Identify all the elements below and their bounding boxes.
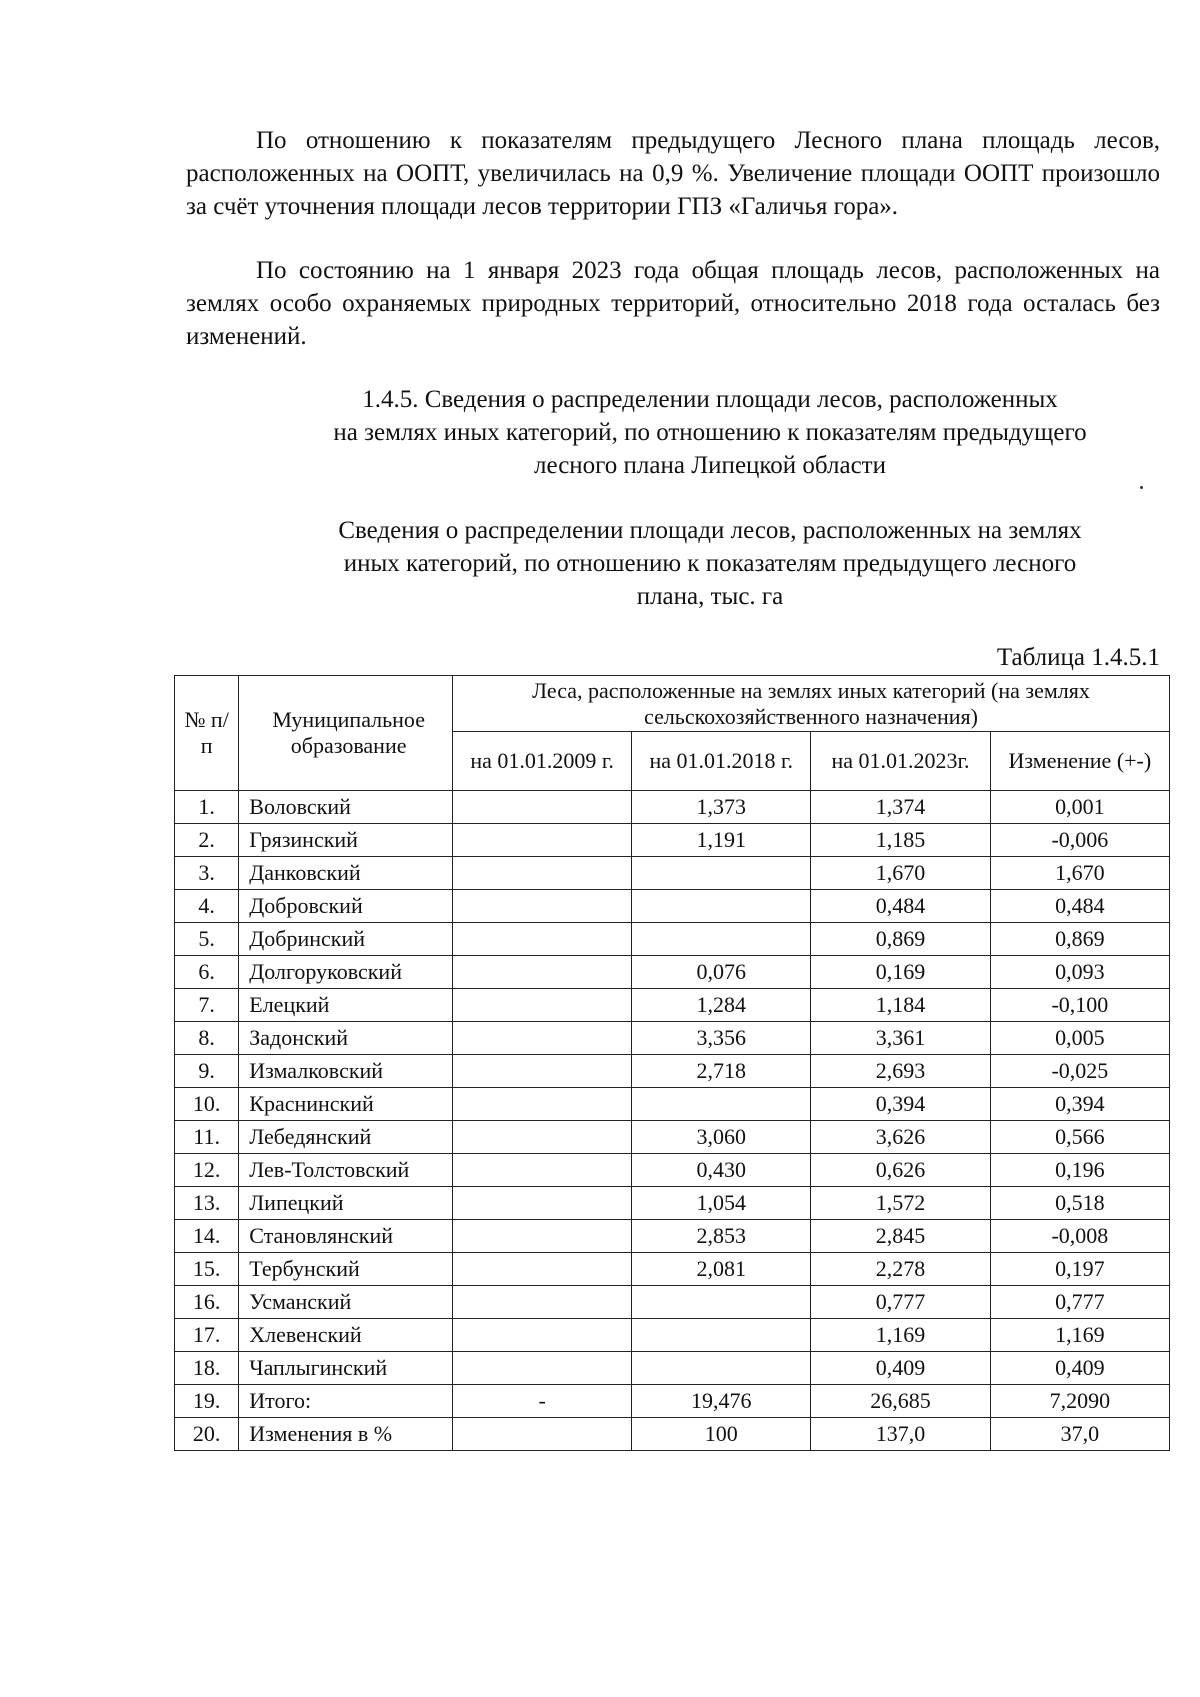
row-2009 [453, 1187, 632, 1220]
row-2018 [632, 923, 811, 956]
row-num: 20. [175, 1418, 239, 1451]
section-title [260, 383, 1160, 482]
row-2023: 26,685 [811, 1385, 990, 1418]
row-2009 [453, 1088, 632, 1121]
row-2023: 137,0 [811, 1418, 990, 1451]
row-2009 [453, 989, 632, 1022]
paragraph-oopt-status [186, 254, 1160, 353]
row-2009 [453, 1253, 632, 1286]
row-change: 0,005 [990, 1022, 1169, 1055]
row-name: Лев-Толстовский [239, 1154, 453, 1187]
row-2009 [453, 956, 632, 989]
row-2023: 1,169 [811, 1319, 990, 1352]
row-2023: 3,626 [811, 1121, 990, 1154]
table-row [175, 1088, 1170, 1121]
row-change: 0,001 [990, 791, 1169, 824]
row-2018: 1,373 [632, 791, 811, 824]
row-num: 3. [175, 857, 239, 890]
row-num: 10. [175, 1088, 239, 1121]
row-2023: 0,484 [811, 890, 990, 923]
table-row [175, 1319, 1170, 1352]
row-num: 18. [175, 1352, 239, 1385]
row-2009 [453, 1418, 632, 1451]
table-row [175, 1187, 1170, 1220]
stray-dot [1140, 486, 1143, 489]
row-num: 2. [175, 824, 239, 857]
row-num: 5. [175, 923, 239, 956]
row-num: 8. [175, 1022, 239, 1055]
row-2009 [453, 791, 632, 824]
row-name: Данковский [239, 857, 453, 890]
header-group [453, 676, 1170, 732]
row-2009 [453, 923, 632, 956]
row-2018 [632, 1319, 811, 1352]
row-2009 [453, 890, 632, 923]
row-2023: 0,169 [811, 956, 990, 989]
row-change: 1,169 [990, 1319, 1169, 1352]
table-row [175, 824, 1170, 857]
table-row [175, 923, 1170, 956]
table-row [175, 1220, 1170, 1253]
row-2023: 2,693 [811, 1055, 990, 1088]
row-2018: 1,054 [632, 1187, 811, 1220]
table-row [175, 857, 1170, 890]
row-name: Задонский [239, 1022, 453, 1055]
paragraph-text: По состоянию на 1 января 2023 года общая площадь лесов, расположенных на землях особо охраняемых природных территорий, относительно 2018 года осталась без изменений. [186, 257, 1160, 350]
table-label: Таблица 1.4.5.1 [996, 644, 1160, 671]
row-name: Липецкий [239, 1187, 453, 1220]
row-num: 16. [175, 1286, 239, 1319]
row-2023: 3,361 [811, 1022, 990, 1055]
table-row [175, 989, 1170, 1022]
row-2009 [453, 1022, 632, 1055]
row-2023: 1,670 [811, 857, 990, 890]
row-2009 [453, 857, 632, 890]
row-change: 0,409 [990, 1352, 1169, 1385]
row-name: Добринский [239, 923, 453, 956]
row-2018: 1,191 [632, 824, 811, 857]
row-change: 1,670 [990, 857, 1169, 890]
row-change: 0,777 [990, 1286, 1169, 1319]
row-2009: - [453, 1385, 632, 1418]
row-num: 17. [175, 1319, 239, 1352]
row-2023: 0,394 [811, 1088, 990, 1121]
table-row [175, 1022, 1170, 1055]
row-2023: 1,185 [811, 824, 990, 857]
row-num: 6. [175, 956, 239, 989]
row-2009 [453, 1286, 632, 1319]
row-change: -0,008 [990, 1220, 1169, 1253]
row-change: 0,197 [990, 1253, 1169, 1286]
row-name: Воловский [239, 791, 453, 824]
row-change: -0,025 [990, 1055, 1169, 1088]
table-row [175, 1121, 1170, 1154]
row-num: 4. [175, 890, 239, 923]
row-name: Елецкий [239, 989, 453, 1022]
row-change: 0,484 [990, 890, 1169, 923]
table-row [175, 1352, 1170, 1385]
row-2018: 3,060 [632, 1121, 811, 1154]
row-name: Изменения в % [239, 1418, 453, 1451]
row-2009 [453, 1154, 632, 1187]
header-municipality: Муниципальное образование [239, 676, 453, 791]
row-2023: 1,184 [811, 989, 990, 1022]
row-2023: 2,845 [811, 1220, 990, 1253]
row-change: 0,869 [990, 923, 1169, 956]
row-name: Краснинский [239, 1088, 453, 1121]
row-2009 [453, 1220, 632, 1253]
forest-area-table [174, 675, 1170, 1451]
section-title-line: лесного плана Липецкой области [534, 452, 886, 479]
row-2023: 0,409 [811, 1352, 990, 1385]
row-change: 0,394 [990, 1088, 1169, 1121]
row-num: 19. [175, 1385, 239, 1418]
row-change: 0,093 [990, 956, 1169, 989]
row-2009 [453, 1319, 632, 1352]
header-group-line: сельскохозяйственного назначения) [644, 703, 979, 729]
row-change: 0,566 [990, 1121, 1169, 1154]
header-group-line: Леса, расположенные на землях иных категорий (на землях [532, 677, 1090, 703]
row-name: Грязинский [239, 824, 453, 857]
row-2009 [453, 1121, 632, 1154]
row-num: 9. [175, 1055, 239, 1088]
row-name: Добровский [239, 890, 453, 923]
row-name: Итого: [239, 1385, 453, 1418]
row-2018: 0,076 [632, 956, 811, 989]
row-2023: 0,626 [811, 1154, 990, 1187]
row-name: Тербунский [239, 1253, 453, 1286]
header-change: Изменение (+-) [990, 732, 1169, 791]
row-2018: 2,718 [632, 1055, 811, 1088]
table-row [175, 1286, 1170, 1319]
row-change: 7,2090 [990, 1385, 1169, 1418]
row-2018 [632, 857, 811, 890]
row-2018: 2,853 [632, 1220, 811, 1253]
row-2018: 2,081 [632, 1253, 811, 1286]
row-2018: 3,356 [632, 1022, 811, 1055]
row-2009 [453, 824, 632, 857]
row-2018: 19,476 [632, 1385, 811, 1418]
row-change: -0,100 [990, 989, 1169, 1022]
table-caption [260, 514, 1160, 613]
paragraph-oopt-change [186, 124, 1160, 223]
row-name: Чаплыгинский [239, 1352, 453, 1385]
header-2009: на 01.01.2009 г. [453, 732, 632, 791]
row-2023: 1,572 [811, 1187, 990, 1220]
row-name: Лебедянский [239, 1121, 453, 1154]
table-caption-line: иных категорий, по отношению к показателям предыдущего лесного [343, 550, 1077, 577]
row-num: 15. [175, 1253, 239, 1286]
row-num: 11. [175, 1121, 239, 1154]
section-title-line: 1.4.5. Сведения о распределении площади лесов, расположенных [362, 386, 1058, 413]
row-num: 7. [175, 989, 239, 1022]
row-2018 [632, 1088, 811, 1121]
table-row [175, 1418, 1170, 1451]
table-caption-line: Сведения о распределении площади лесов, расположенных на землях [338, 517, 1082, 544]
row-2009 [453, 1352, 632, 1385]
row-change: 0,518 [990, 1187, 1169, 1220]
row-2023: 0,777 [811, 1286, 990, 1319]
row-change: 37,0 [990, 1418, 1169, 1451]
row-name: Долгоруковский [239, 956, 453, 989]
row-name: Хлевенский [239, 1319, 453, 1352]
row-name: Измалковский [239, 1055, 453, 1088]
table-row [175, 956, 1170, 989]
table-row [175, 1055, 1170, 1088]
table-row [175, 890, 1170, 923]
row-2018: 0,430 [632, 1154, 811, 1187]
table-row [175, 1253, 1170, 1286]
row-2023: 0,869 [811, 923, 990, 956]
row-num: 14. [175, 1220, 239, 1253]
section-title-line: на землях иных категорий, по отношению к показателям предыдущего [333, 419, 1087, 446]
row-name: Усманский [239, 1286, 453, 1319]
row-2018 [632, 1352, 811, 1385]
table-row [175, 791, 1170, 824]
row-2018: 100 [632, 1418, 811, 1451]
row-2023: 2,278 [811, 1253, 990, 1286]
row-2018 [632, 890, 811, 923]
row-2018 [632, 1286, 811, 1319]
row-name: Становлянский [239, 1220, 453, 1253]
header-2023: на 01.01.2023г. [811, 732, 990, 791]
row-2009 [453, 1055, 632, 1088]
row-num: 12. [175, 1154, 239, 1187]
header-num: № п/п [175, 676, 239, 791]
paragraph-text: По отношению к показателям предыдущего Лесного плана площадь лесов, расположенных на ООПТ, увеличилась на 0,9 %. Увеличение площади ООПТ произошло за счёт уточнения площади лесов территории ГПЗ «Галичья гора». [186, 127, 1160, 220]
table-row [175, 1385, 1170, 1418]
row-num: 1. [175, 791, 239, 824]
table-caption-line: плана, тыс. га [636, 583, 784, 610]
row-num: 13. [175, 1187, 239, 1220]
table-row [175, 1154, 1170, 1187]
row-2018: 1,284 [632, 989, 811, 1022]
row-change: -0,006 [990, 824, 1169, 857]
row-change: 0,196 [990, 1154, 1169, 1187]
header-2018: на 01.01.2018 г. [632, 732, 811, 791]
row-2023: 1,374 [811, 791, 990, 824]
